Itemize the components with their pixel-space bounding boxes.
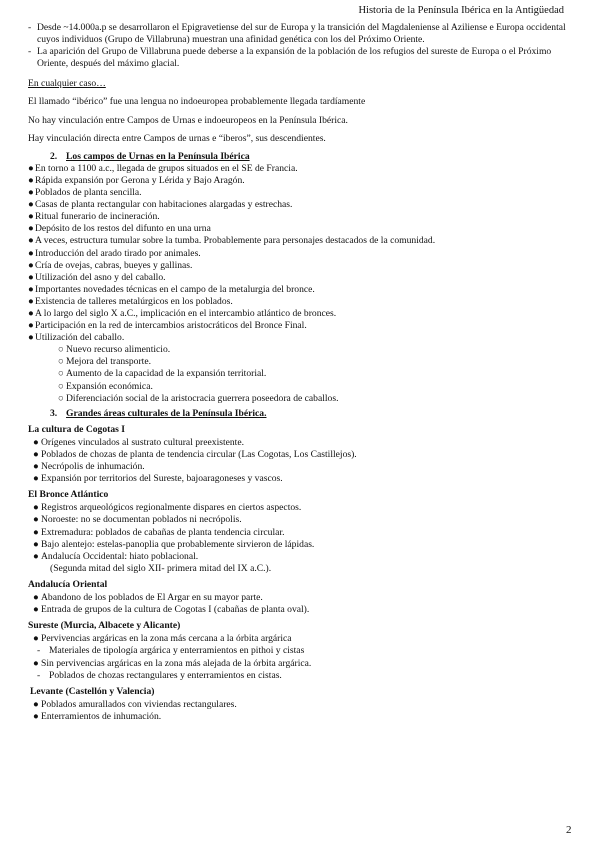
bullet-icon: ● (28, 320, 34, 332)
circle-bullet-icon: ○ (58, 392, 64, 404)
paragraph: El llamado “ibérico” fue una lengua no indoeuropea probablemente llegada tardíamente (28, 96, 366, 108)
dash-marker: - (28, 46, 32, 58)
bullet-icon: ● (33, 604, 39, 616)
bullet-icon: ● (33, 473, 39, 485)
paragraph: No hay vinculación entre Campos de Urnas e indoeuropeos en la Península Ibérica. (28, 114, 348, 126)
list-item: ● Orígenes vinculados al sustrato cultural preexistente. (33, 436, 245, 448)
bullet-icon: ● (33, 449, 39, 460)
list-item: ● Enterramientos de inhumación. (33, 710, 162, 722)
circle-bullet-icon: ○ (58, 380, 64, 392)
section-3-heading: 3. Grandes áreas culturales de la Península Ibérica. (50, 407, 267, 419)
bullet-icon: ● (33, 526, 39, 538)
bullet-icon: ● (28, 283, 34, 295)
list-item: ● Entrada de grupos de la cultura de Cogotas I (cabañas de planta oval). (33, 604, 310, 616)
sub-list-item: ○ Nuevo recurso alimenticio. (58, 344, 171, 356)
subsection-title: La cultura de Cogotas I (28, 423, 126, 435)
list-item: ● Registros arqueológicos regionalmente dispares en ciertos aspectos. (33, 502, 302, 514)
bullet-icon: ● (28, 199, 34, 211)
bullet-icon: ● (33, 514, 39, 526)
list-item: ● Sin pervivencias argáricas en la zona más alejada de la órbita argárica. (33, 657, 312, 669)
list-item: ● Utilización del asno y del caballo. (28, 271, 166, 283)
running-header: Historia de la Península Ibérica en la Antigüedad (358, 5, 564, 16)
case-heading: En cualquier caso… (28, 78, 106, 90)
list-item: ● Ritual funerario de incineración. (28, 211, 160, 223)
bullet-icon: ● (28, 187, 34, 199)
list-item: ● Importantes novedades técnicas en el campo de la metalurgia del bronce. (28, 283, 315, 295)
bullet-icon: ● (28, 295, 34, 307)
list-item: ● Introducción del arado tirado por animales. (28, 247, 201, 259)
list-item: ● Poblados de chozas de planta de tendencia circular (Las Cogotas, Los Castillejos). (33, 449, 357, 460)
list-item: ● Depósito de los restos del difunto en una urna (28, 223, 211, 235)
bullet-icon: ● (33, 550, 39, 562)
list-item: ● A veces, estructura tumular sobre la tumba. Probablemente para personajes destacados de la comunidad. (28, 235, 436, 247)
dash-marker: - (37, 645, 41, 657)
bullet-icon: ● (28, 259, 34, 271)
list-item: ● Cría de ovejas, cabras, bueyes y gallinas. (28, 259, 193, 271)
sub-list-item: ○ Diferenciación social de la aristocracia guerrera poseedora de caballos. (58, 392, 339, 404)
list-item: ● Noroeste: no se documentan poblados ni necrópolis. (33, 514, 242, 526)
list-item: ● Participación en la red de intercambios aristocráticos del Bronce Final. (28, 320, 307, 332)
subsection-title: Sureste (Murcia, Albacete y Alicante) (28, 620, 181, 632)
list-item: ● Abandono de los poblados de El Argar en su mayor parte. (33, 592, 263, 604)
dash-item: - Materiales de tipología argárica y enterramientos en pithoi y cistas (37, 645, 305, 657)
list-item: ● Andalucía Occidental: hiato poblacional. (33, 550, 199, 562)
bullet-icon: ● (33, 461, 39, 473)
circle-bullet-icon: ○ (58, 344, 64, 356)
bullet-icon: ● (33, 502, 39, 514)
dash-item: - Poblados de chozas rectangulares y enterramientos en cistas. (37, 669, 282, 681)
bullet-icon: ● (33, 633, 39, 645)
sub-list-item: ○ Aumento de la capacidad de la expansión territorial. (58, 368, 267, 380)
bullet-icon: ● (33, 592, 39, 604)
bullet-icon: ● (33, 710, 39, 722)
list-item: ● Expansión por territorios del Sureste, bajoaragoneses y vascos. (33, 473, 283, 485)
list-item: ● Rápida expansión por Gerona y Lérida y Bajo Aragón. (28, 174, 245, 186)
list-item: ● Poblados de planta sencilla. (28, 187, 142, 199)
intro-item: - La aparición del Grupo de Villabruna puede deberse a la expansión de la población de los refugios del sureste de Europa o el Próximo Oriente, después del máximo glacial. (28, 46, 552, 70)
list-item: ● A lo largo del siglo X a.C., implicación en el intercambio atlántico de bronces. (28, 307, 337, 319)
subsection-title: El Bronce Atlántico (28, 489, 109, 501)
sub-list-item: ○ Expansión económica. (58, 380, 153, 392)
content (28, 22, 573, 723)
bullet-icon: ● (33, 538, 39, 550)
list-item: ● Casas de planta rectangular con habitaciones alargadas y estrechas. (28, 199, 293, 211)
subsection-title: Levante (Castellón y Valencia) (30, 685, 155, 697)
list-item: ● Existencia de talleres metalúrgicos en los poblados. (28, 295, 233, 307)
list-item: ● Utilización del caballo. (28, 332, 125, 344)
bullet-icon: ● (28, 235, 34, 247)
bullet-icon: ● (28, 174, 34, 186)
list-item: ● Bajo alentejo: estelas-panoplia que probablemente sirvieron de lápidas. (33, 538, 315, 550)
bullet-icon: ● (28, 271, 34, 283)
subsection-title: Andalucía Oriental (28, 578, 108, 590)
bullet-icon: ● (28, 332, 34, 344)
bullet-icon: ● (28, 247, 34, 259)
dash-marker: - (28, 22, 32, 33)
section-2-heading: 2. Los campos de Urnas en la Península Ibérica (50, 150, 250, 162)
bullet-icon: ● (33, 657, 39, 669)
page-number: 2 (566, 824, 572, 836)
list-item: ● En torno a 1100 a.c., llegada de grupos situados en el SE de Francia. (28, 162, 298, 174)
intro-item: - Desde ~14.000a.p se desarrollaron el Epigravetiense del sur de Europa y la transición del Magdaleniense al Aziliense e Europa occidental cuyos individuos (Grupo de Villabruna) muestran una afinidad genética con los del Próximo Oriente. (28, 22, 566, 46)
bullet-icon: ● (33, 698, 39, 710)
circle-bullet-icon: ○ (58, 368, 64, 380)
list-item: ● Poblados amurallados con viviendas rectangulares. (33, 698, 237, 710)
sub-list-item: ○ Mejora del transporte. (58, 356, 151, 368)
circle-bullet-icon: ○ (58, 356, 64, 368)
list-item: ● Pervivencias argáricas en la zona más cercana a la órbita argárica (33, 633, 292, 645)
bullet-icon: ● (28, 307, 34, 319)
list-item: ● Necrópolis de inhumación. (33, 461, 145, 473)
bullet-icon: ● (33, 436, 39, 448)
note: (Segunda mitad del siglo XII- primera mitad del IX a.C.). (50, 562, 272, 574)
paragraph: Hay vinculación directa entre Campos de urnas e “iberos”, sus descendientes. (28, 132, 326, 144)
bullet-icon: ● (28, 211, 34, 223)
dash-marker: - (37, 669, 41, 681)
bullet-icon: ● (28, 162, 34, 174)
list-item: ● Extremadura: poblados de cabañas de planta tendencia circular. (33, 526, 285, 538)
bullet-icon: ● (28, 223, 34, 235)
